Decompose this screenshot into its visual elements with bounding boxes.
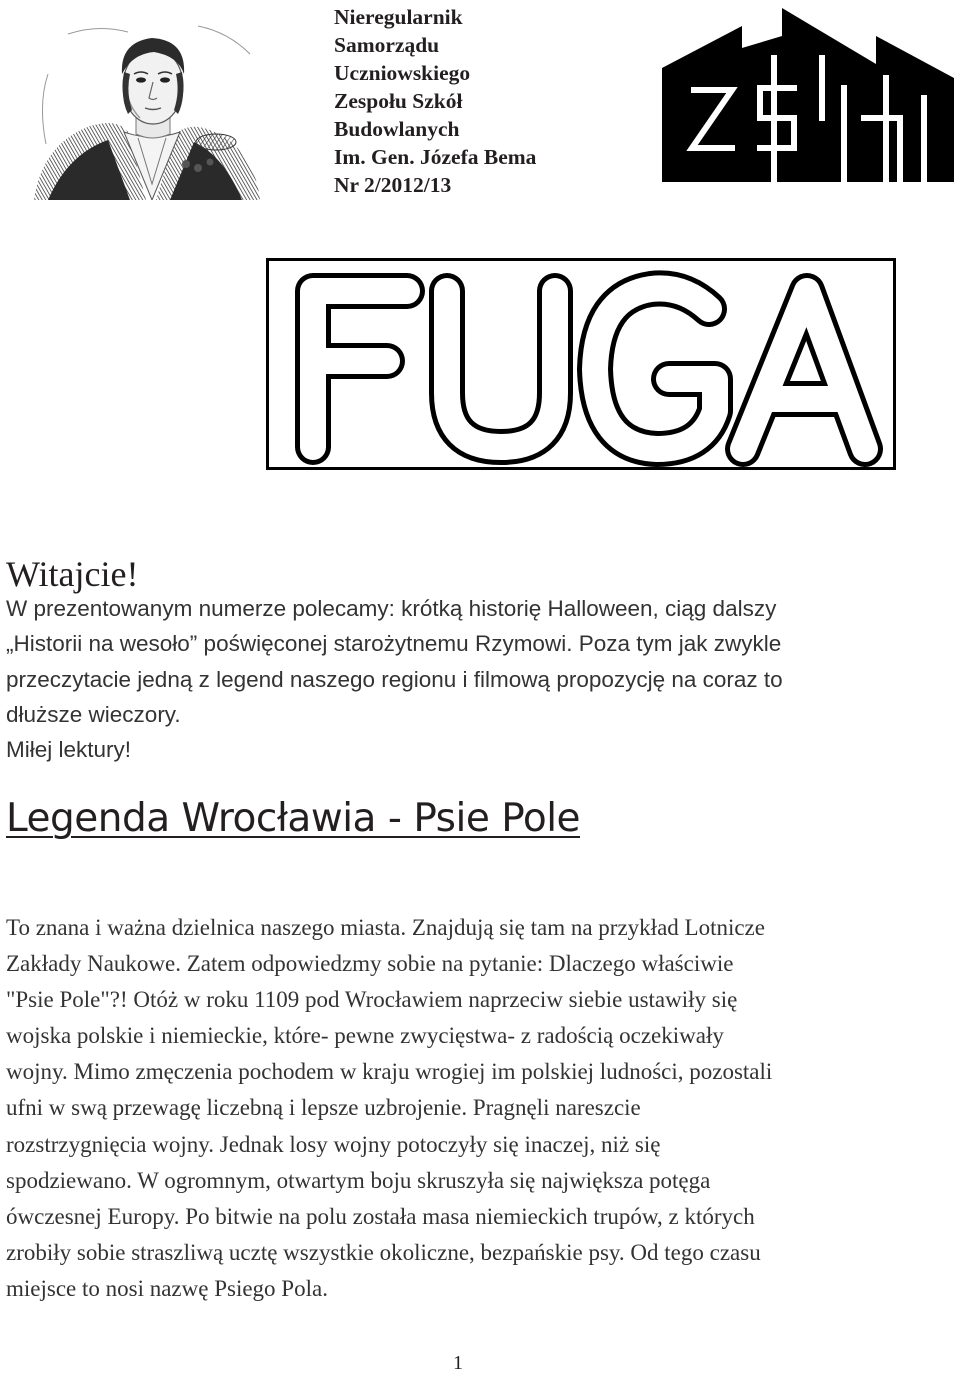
masthead-line: Budowlanych — [334, 117, 460, 141]
article-body — [6, 910, 936, 1307]
article-line: miejsce to nosi nazwę Psiego Pola. — [6, 1275, 328, 1301]
greeting-heading: Witajcie! — [6, 554, 139, 594]
masthead-line: Zespołu Szkół — [334, 89, 463, 113]
masthead-line: Im. Gen. Józefa Bema — [334, 145, 537, 169]
masthead-line: Uczniowskiego — [334, 61, 471, 85]
page-number: 1 — [453, 1352, 463, 1374]
masthead-line: Samorządu — [334, 33, 440, 57]
general-bem-portrait-image — [28, 14, 260, 200]
intro-line: „Historii na wesoło” poświęconej starożytnemu Rzymowi. Poza tym jak zwykle — [6, 631, 782, 657]
title-box — [266, 258, 896, 470]
article-heading: Legenda Wrocławia - Psie Pole — [6, 796, 581, 841]
masthead-line: Nr 2/2012/13 — [334, 173, 452, 197]
intro-paragraph — [6, 591, 946, 767]
intro-line: Miłej lektury! — [6, 737, 132, 763]
article-line: zrobiły sobie straszliwą ucztę wszystkie okoliczne, bezpańskie psy. Od tego czasu — [6, 1239, 761, 1265]
article-line: To znana i ważna dzielnica naszego miasta. Znajdują się tam na przykład Lotnicze — [6, 915, 765, 940]
intro-line: W prezentowanym numerze polecamy: krótką historię Halloween, ciąg dalszy — [6, 596, 777, 621]
article-line: wojska polskie i niemieckie, które- pewne zwycięstwa- z radością oczekiwały — [6, 1023, 724, 1049]
article-line: ówczesnej Europy. Po bitwie na polu została masa niemieckich trupów, z których — [6, 1203, 755, 1229]
school-logo — [662, 8, 954, 182]
masthead-line: Nieregularnik — [334, 5, 463, 29]
intro-line: dłuższe wieczory. — [6, 701, 181, 727]
article-line: "Psie Pole"?! Otóż w roku 1109 pod Wrocławiem naprzeciw siebie ustawiły się — [6, 987, 738, 1013]
article-line: ufni w swą przewagę liczebną i lepsze uzbrojenie. Pragnęli nareszcie — [6, 1095, 641, 1121]
article-line: wojny. Mimo zmęczenia pochodem w kraju wrogiej im polskiej ludności, pozostali — [6, 1059, 773, 1085]
article-line: Zakłady Naukowe. Zatem odpowiedzmy sobie na pytanie: Dlaczego właściwie — [6, 951, 734, 977]
article-line: spodziewano. W ogromnym, otwartym boju skruszyła się największa potęga — [6, 1167, 711, 1193]
masthead — [334, 3, 634, 199]
fuga-title-art — [269, 261, 893, 467]
article-line: rozstrzygnięcia wojny. Jednak losy wojny potoczyły się inaczej, niż się — [6, 1131, 661, 1157]
intro-line: przeczytacie jedną z legend naszego regionu i filmową propozycję na coraz to — [6, 666, 783, 692]
